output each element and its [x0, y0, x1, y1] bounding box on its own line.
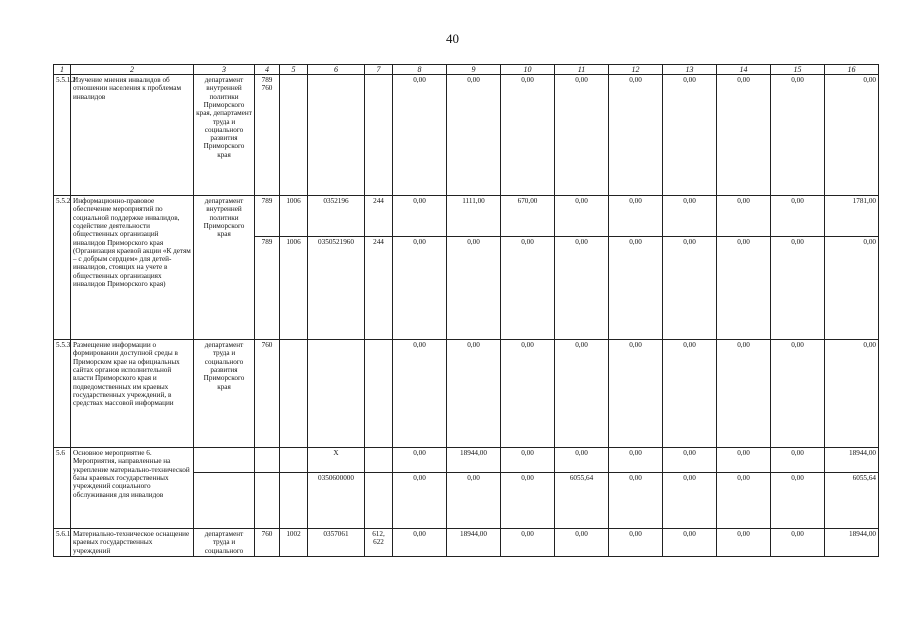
row-grbs: 789: [255, 237, 280, 340]
row-value: 0,00: [609, 448, 663, 473]
row-name: Материально-техническое оснащение краевых государственных учреждений: [71, 529, 194, 557]
row-code: 5.5.3: [54, 340, 71, 448]
row-value: 0,00: [501, 473, 555, 529]
row-value: 0,00: [501, 340, 555, 448]
row-value: 0,00: [825, 237, 879, 340]
row-value: 0,00: [771, 473, 825, 529]
row-vr: [365, 340, 393, 448]
row-value: 670,00: [501, 196, 555, 237]
row-executor: [194, 473, 255, 529]
row-value: 0,00: [771, 237, 825, 340]
row-executor: департамент внутренней политики Приморского края: [194, 196, 255, 340]
row-value: 18944,00: [447, 448, 501, 473]
row-value: 6055,64: [555, 473, 609, 529]
row-value: 0,00: [393, 473, 447, 529]
row-value: 0,00: [771, 448, 825, 473]
table-row: [54, 196, 879, 237]
row-grbs: 789 760: [255, 75, 280, 196]
row-value: 0,00: [393, 196, 447, 237]
row-grbs: 760: [255, 529, 280, 557]
page-number: 40: [446, 31, 459, 46]
row-vr: 244: [365, 237, 393, 340]
row-value: 0,00: [555, 529, 609, 557]
row-value: 0,00: [717, 473, 771, 529]
column-number-4: 4: [255, 65, 280, 75]
row-value: 0,00: [501, 237, 555, 340]
table-row: [54, 75, 879, 196]
row-rzpr: [280, 75, 308, 196]
row-csr: 0352196: [308, 196, 365, 237]
row-rzpr: 1002: [280, 529, 308, 557]
row-vr: [365, 448, 393, 473]
row-csr: 0357061: [308, 529, 365, 557]
row-csr: [308, 340, 365, 448]
row-value: 0,00: [717, 340, 771, 448]
row-value: 0,00: [447, 473, 501, 529]
row-value: 0,00: [609, 196, 663, 237]
column-number-2: 2: [71, 65, 194, 75]
row-grbs: [255, 448, 280, 473]
row-value: 0,00: [393, 237, 447, 340]
column-number-15: 15: [771, 65, 825, 75]
row-vr: 244: [365, 196, 393, 237]
row-rzpr: 1006: [280, 237, 308, 340]
column-number-5: 5: [280, 65, 308, 75]
row-value: 18944,00: [825, 448, 879, 473]
row-value: 0,00: [501, 529, 555, 557]
row-value: 0,00: [447, 237, 501, 340]
row-value: 0,00: [717, 237, 771, 340]
column-number-9: 9: [447, 65, 501, 75]
row-name: Изучение мнения инвалидов об отношении населения к проблемам инвалидов: [71, 75, 194, 196]
row-value: 0,00: [555, 448, 609, 473]
row-rzpr: [280, 340, 308, 448]
row-executor: департамент внутренней политики Приморского края, департамент труда и социального развития Приморского края: [194, 75, 255, 196]
row-grbs: 760: [255, 340, 280, 448]
row-rzpr: [280, 473, 308, 529]
row-value: 18944,00: [825, 529, 879, 557]
column-number-16: 16: [825, 65, 879, 75]
row-value: 1781,00: [825, 196, 879, 237]
row-csr: [308, 75, 365, 196]
row-value: 0,00: [663, 340, 717, 448]
row-value: 0,00: [555, 196, 609, 237]
row-executor: [194, 448, 255, 473]
row-rzpr: 1006: [280, 196, 308, 237]
row-value: 0,00: [393, 529, 447, 557]
row-value: 0,00: [663, 448, 717, 473]
column-number-12: 12: [609, 65, 663, 75]
row-executor: департамент труда и социального развития Приморского края: [194, 340, 255, 448]
column-number-11: 11: [555, 65, 609, 75]
row-value: 0,00: [609, 340, 663, 448]
row-code: 5.6.1: [54, 529, 71, 557]
row-name: Основное мероприятие 6. Мероприятия, направленные на укрепление материально-технической базы краевых государственных учреждений социального обслуживания для инвалидов: [71, 448, 194, 529]
row-value: 0,00: [663, 196, 717, 237]
row-value: 0,00: [501, 448, 555, 473]
row-value: 0,00: [393, 75, 447, 196]
row-value: 0,00: [771, 340, 825, 448]
row-value: 0,00: [555, 340, 609, 448]
column-number-1: 1: [54, 65, 71, 75]
row-value: 0,00: [393, 340, 447, 448]
column-number-6: 6: [308, 65, 365, 75]
row-value: 0,00: [555, 75, 609, 196]
row-value: 0,00: [663, 237, 717, 340]
row-value: 0,00: [771, 529, 825, 557]
budget-table: [53, 64, 879, 557]
row-name: Размещение информации о формировании доступной среды в Приморском крае на официальных сайтах органов исполнительной власти Приморского края и подведомственных им краевых государственных учреждений, в средствах массовой информации: [71, 340, 194, 448]
row-name: Информационно-правовое обеспечение мероприятий по социальной поддержке инвалидов, содействие деятельности общественных организаций инвалидов Приморского края (Организация краевой акции «К детям – с добрым сердцем» для детей-инвалидов, стоящих на учете в общественных организациях инвалидов Приморского края): [71, 196, 194, 340]
column-number-row: [54, 65, 879, 75]
row-value: 0,00: [717, 196, 771, 237]
row-value: 18944,00: [447, 529, 501, 557]
row-value: 6055,64: [825, 473, 879, 529]
table-row: [54, 340, 879, 448]
row-csr: Х: [308, 448, 365, 473]
row-value: 0,00: [447, 75, 501, 196]
row-value: 0,00: [825, 75, 879, 196]
row-rzpr: [280, 448, 308, 473]
row-value: 0,00: [717, 448, 771, 473]
row-csr: 0350600000: [308, 473, 365, 529]
row-vr: 612, 622: [365, 529, 393, 557]
row-grbs: 789: [255, 196, 280, 237]
column-number-7: 7: [365, 65, 393, 75]
row-value: 0,00: [825, 340, 879, 448]
row-value: 1111,00: [447, 196, 501, 237]
row-csr: 0350521960: [308, 237, 365, 340]
row-code: 5.5.1.2: [54, 75, 71, 196]
row-code: 5.5.2: [54, 196, 71, 340]
row-value: 0,00: [555, 237, 609, 340]
row-vr: [365, 473, 393, 529]
row-value: 0,00: [663, 75, 717, 196]
row-value: 0,00: [717, 75, 771, 196]
table-row: [54, 529, 879, 557]
row-value: 0,00: [663, 473, 717, 529]
column-number-10: 10: [501, 65, 555, 75]
row-value: 0,00: [393, 448, 447, 473]
row-value: 0,00: [501, 75, 555, 196]
row-value: 0,00: [771, 75, 825, 196]
column-number-14: 14: [717, 65, 771, 75]
row-value: 0,00: [663, 529, 717, 557]
row-vr: [365, 75, 393, 196]
row-value: 0,00: [609, 529, 663, 557]
column-number-3: 3: [194, 65, 255, 75]
row-value: 0,00: [609, 237, 663, 340]
row-grbs: [255, 473, 280, 529]
row-executor: департамент труда и социального: [194, 529, 255, 557]
table-row: [54, 448, 879, 473]
row-value: 0,00: [609, 473, 663, 529]
row-value: 0,00: [609, 75, 663, 196]
column-number-13: 13: [663, 65, 717, 75]
row-value: 0,00: [447, 340, 501, 448]
column-number-8: 8: [393, 65, 447, 75]
row-value: 0,00: [771, 196, 825, 237]
row-code: 5.6: [54, 448, 71, 529]
row-value: 0,00: [717, 529, 771, 557]
